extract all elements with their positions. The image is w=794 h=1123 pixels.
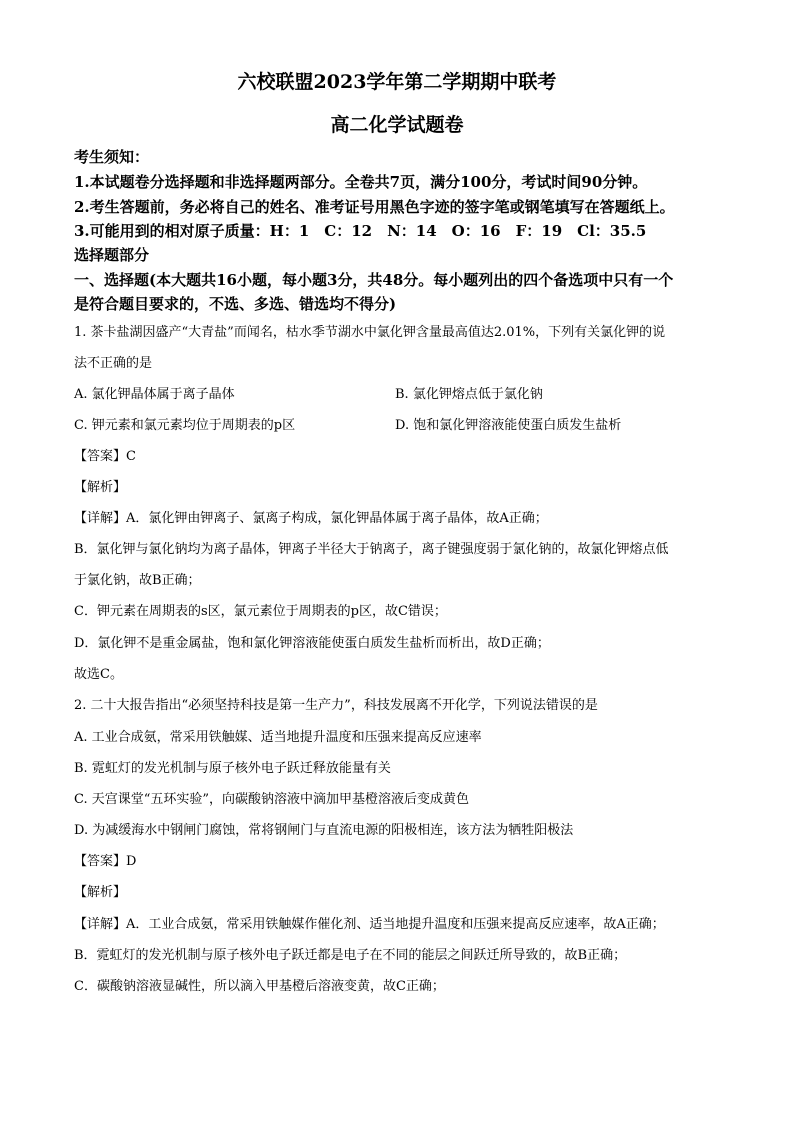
q1-stem-line1: 1. 茶卡盐湖因盛产“大青盐”而闻名，枯水季节湖水中氯化钾含量最高值达2.01%，下列有关氯化钾的说 — [74, 325, 666, 340]
notice-heading: 考生须知： — [74, 148, 150, 166]
section-part-label: 选择题部分 — [74, 246, 150, 264]
section-heading-line2: 是符合题目要求的，不选、多选、错选均不得分) — [74, 295, 397, 313]
notice-item-1: 1.本试题卷分选择题和非选择题两部分。全卷共7页，满分100分，考试时间90分钟。 — [74, 173, 648, 191]
q2-answer: 【答案】D — [74, 854, 137, 869]
q2-option-d: D. 为减缓海水中钢闸门腐蚀，常将钢闸门与直流电源的阳极相连，该方法为牺牲阳极法 — [74, 823, 574, 838]
q1-option-a: A. 氯化钾晶体属于离子晶体 — [74, 387, 235, 402]
q1-detail-line2: B．氯化钾与氯化钠均为离子晶体，钾离子半径大于钠离子，离子键强度弱于氯化钠的，故氯化钾熔点低 — [74, 542, 669, 557]
q2-option-b: B. 霓虹灯的发光机制与原子核外电子跃迁释放能量有关 — [74, 761, 391, 776]
notice-item-3: 3.可能用到的相对原子质量：H：1 C：12 N：14 O：16 F：19 Cl：35.5 — [74, 222, 647, 240]
exam-subtitle: 高二化学试题卷 — [330, 114, 464, 136]
q2-stem: 2. 二十大报告指出“必须坚持科技是第一生产力”，科技发展离不开化学，下列说法错误的是 — [74, 698, 598, 713]
q1-detail-line6: 故选C。 — [74, 667, 123, 682]
q2-detail-line3: C．碳酸钠溶液显碱性，所以滴入甲基橙后溶液变黄，故C正确； — [74, 979, 445, 994]
section-heading-line1: 一、选择题(本大题共16小题，每小题3分，共48分。每小题列出的四个备选项中只有一个 — [74, 271, 674, 289]
q1-stem-line2: 法不正确的是 — [74, 356, 153, 371]
q1-option-b: B. 氯化钾熔点低于氯化钠 — [395, 387, 543, 402]
q1-answer: 【答案】C — [74, 449, 136, 464]
q2-detail-line1: 【详解】A．工业合成氨，常采用铁触媒作催化剂、适当地提升温度和压强来提高反应速率，故A正确； — [74, 917, 665, 932]
q2-option-a: A. 工业合成氨，常采用铁触媒、适当地提升温度和压强来提高反应速率 — [74, 730, 482, 745]
q1-option-c: C. 钾元素和氯元素均位于周期表的p区 — [74, 418, 296, 433]
q1-detail-line3: 于氯化钠，故B正确； — [74, 573, 201, 588]
q1-detail-line1: 【详解】A．氯化钾由钾离子、氯离子构成，氯化钾晶体属于离子晶体，故A正确； — [74, 511, 548, 526]
q2-detail-line2: B．霓虹灯的发光机制与原子核外电子跃迁都是电子在不同的能层之间跃迁所导致的，故B正确； — [74, 948, 627, 963]
q1-detail-line4: C．钾元素在周期表的s区，氯元素位于周期表的p区，故C错误； — [74, 604, 447, 619]
notice-item-2: 2.考生答题前，务必将自己的姓名、准考证号用黑色字迹的签字笔或钢笔填写在答题纸上。 — [74, 198, 675, 216]
q1-detail-line5: D．氯化钾不是重金属盐，饱和氯化钾溶液能使蛋白质发生盐析而析出，故D正确； — [74, 636, 550, 651]
q1-analysis-label: 【解析】 — [74, 480, 127, 495]
exam-title: 六校联盟2023学年第二学期期中联考 — [237, 71, 557, 93]
q2-analysis-label: 【解析】 — [74, 885, 127, 900]
q2-option-c: C. 天宫课堂“五环实验”，向碳酸钠溶液中滴加甲基橙溶液后变成黄色 — [74, 792, 470, 807]
q1-option-d: D. 饱和氯化钾溶液能使蛋白质发生盐析 — [395, 418, 622, 433]
